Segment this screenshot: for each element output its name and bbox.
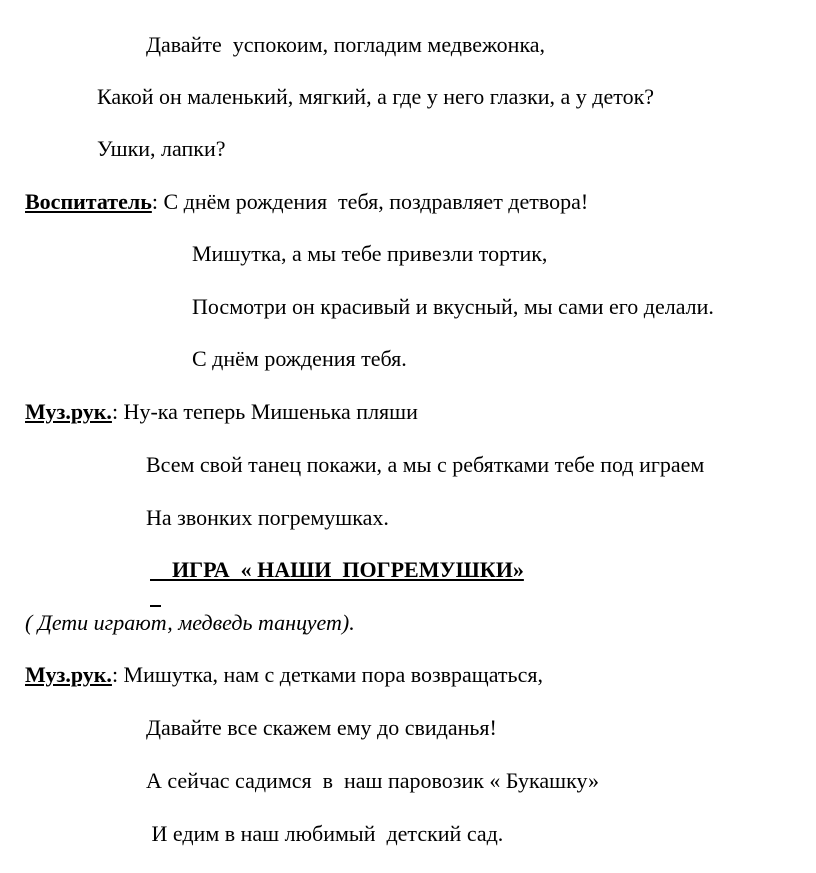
text-line: Ушки, лапки? [97, 136, 226, 161]
speaker-name: Муз.рук. [25, 399, 112, 424]
text-line: Всем свой танец покажи, а мы с ребятками тебе под играем [146, 452, 705, 477]
text-line: С днём рождения тебя. [192, 346, 407, 371]
speaker-name: Муз.рук. [25, 662, 112, 687]
text-line: Какой он маленький, мягкий, а где у него глазки, а у деток? [97, 84, 655, 109]
speaker-name: Воспитатель [25, 189, 152, 214]
text-line: Давайте успокоим, погладим медвежонка, [146, 32, 546, 57]
text-line: И едим в наш любимый детский сад. [146, 821, 504, 846]
text-line: Посмотри он красивый и вкусный, мы сами его делали. [192, 294, 714, 319]
speech-text: : С днём рождения тебя, поздравляет детвора! [151, 189, 589, 214]
section-title: ИГРА « НАШИ ПОГРЕМУШКИ» [172, 557, 524, 582]
text-line: Мишутка, а мы тебе привезли тортик, [192, 241, 548, 266]
text-line: Давайте все скажем ему до свиданья! [146, 715, 497, 740]
speech-text: : Мишутка, нам с детками пора возвращаться, [111, 662, 543, 687]
text-line: А сейчас садимся в наш паровозик « Букашку» [146, 768, 599, 793]
speech-text: : Ну-ка теперь Мишенька пляши [111, 399, 418, 424]
stage-direction: ( Дети играют, медведь танцует). [25, 610, 355, 635]
text-line: На звонких погремушках. [146, 505, 389, 530]
